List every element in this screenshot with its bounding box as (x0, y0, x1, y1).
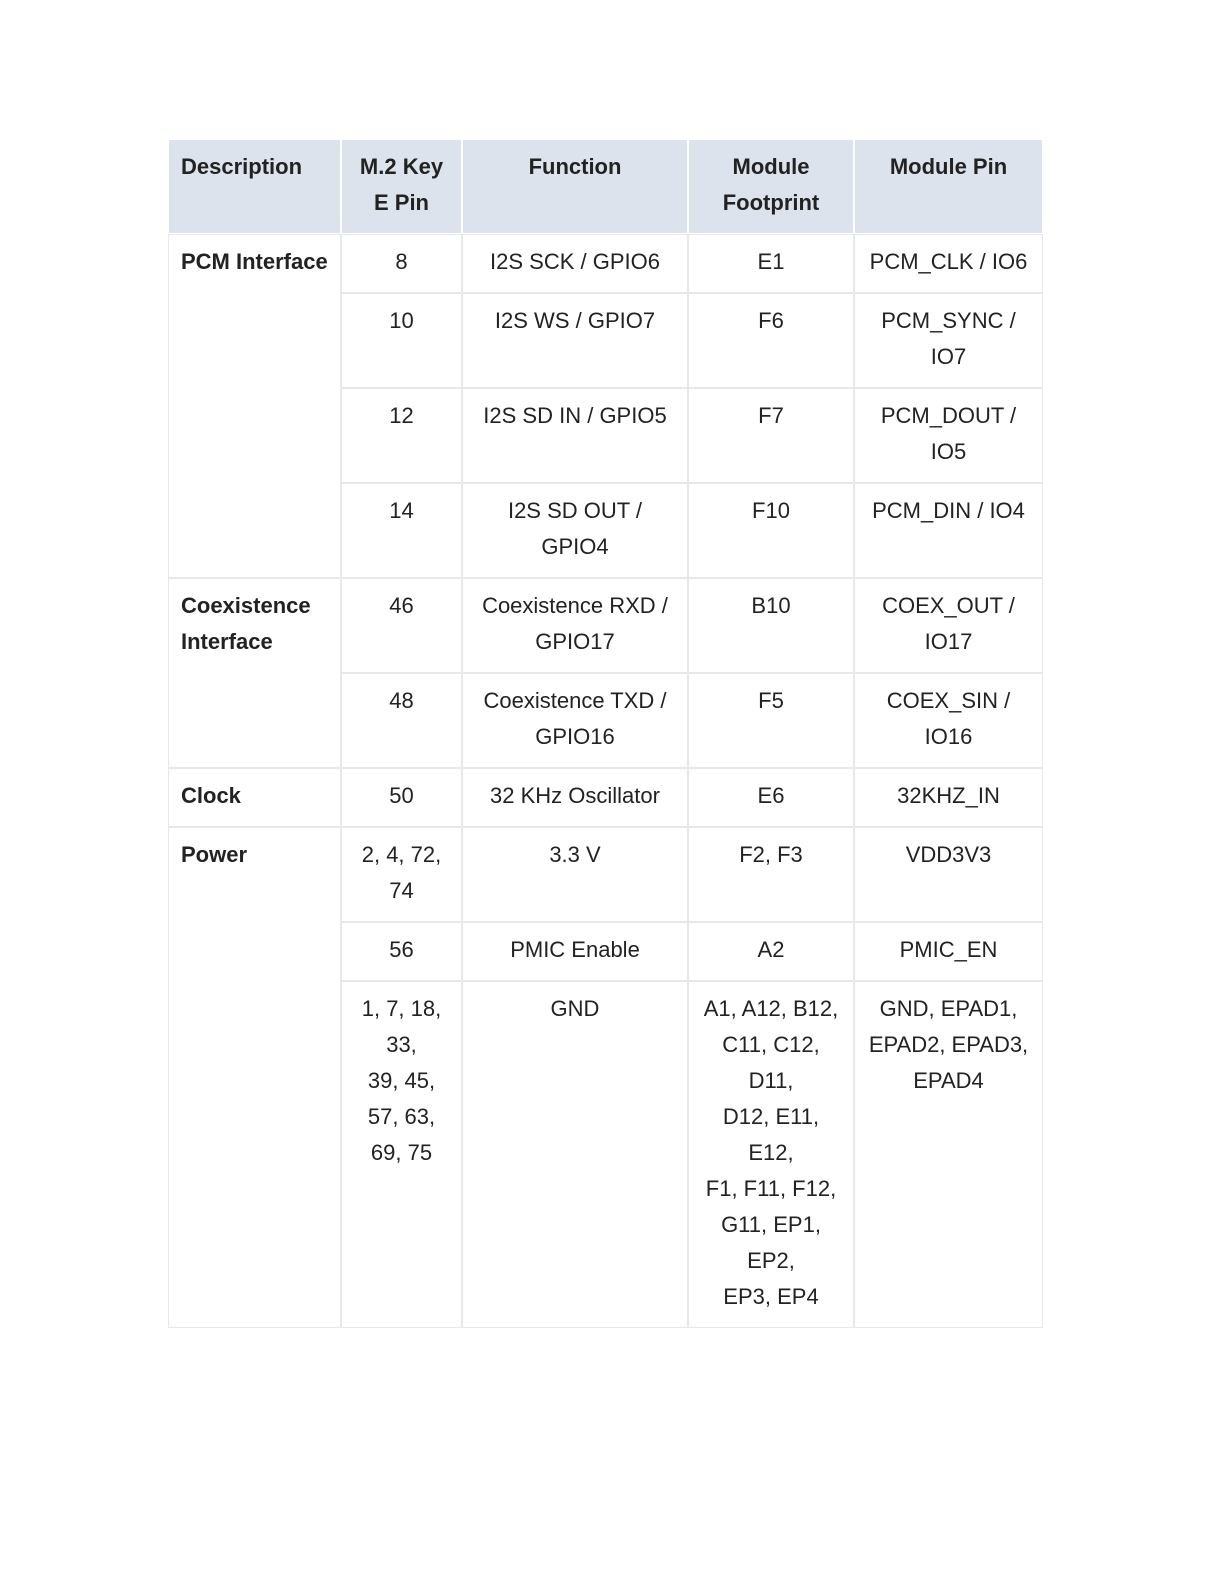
cell-pin: 2, 4, 72, 74 (342, 828, 461, 921)
cell-pin: 12 (342, 389, 461, 482)
cell-pin: 10 (342, 294, 461, 387)
cell-footprint: E6 (689, 769, 853, 826)
table-header (169, 140, 1042, 233)
cell-pin: 50 (342, 769, 461, 826)
cell-footprint: F2, F3 (689, 828, 853, 921)
cell-module-pin: PMIC_EN (855, 923, 1042, 980)
group-label-clock: Clock (169, 769, 340, 826)
cell-footprint: F5 (689, 674, 853, 767)
cell-module-pin: PCM_DOUT / IO5 (855, 389, 1042, 482)
group-label-coexistence: Coexistence Interface (169, 579, 340, 767)
table-row (169, 235, 1042, 292)
cell-function: I2S SCK / GPIO6 (463, 235, 687, 292)
cell-module-pin: VDD3V3 (855, 828, 1042, 921)
cell-module-pin: 32KHZ_IN (855, 769, 1042, 826)
cell-footprint-line: A1, A12, B12, C11, C12, D11, (703, 996, 839, 1093)
cell-pin: 48 (342, 674, 461, 767)
pin-mapping-table (167, 138, 1044, 1329)
header-m2-pin: M.2 Key E Pin (342, 140, 461, 233)
cell-pin: 14 (342, 484, 461, 577)
cell-footprint-line: EP3, EP4 (723, 1284, 819, 1309)
cell-function: 3.3 V (463, 828, 687, 921)
cell-pin-line: 1, 7, 18, 33, (361, 996, 442, 1057)
cell-footprint-line: F1, F11, F12, G11, EP1, EP2, (705, 1176, 837, 1273)
table-row (169, 769, 1042, 826)
cell-pin: 56 (342, 923, 461, 980)
header-module-pin: Module Pin (855, 140, 1042, 233)
header-module-footprint: Module Footprint (689, 140, 853, 233)
cell-function: 32 KHz Oscillator (463, 769, 687, 826)
cell-footprint: E1 (689, 235, 853, 292)
cell-footprint: A2 (689, 923, 853, 980)
group-label-power: Power (169, 828, 340, 1327)
cell-module-pin: COEX_SIN / IO16 (855, 674, 1042, 767)
cell-footprint: F10 (689, 484, 853, 577)
cell-function: I2S WS / GPIO7 (463, 294, 687, 387)
cell-footprint: F6 (689, 294, 853, 387)
table-row (169, 828, 1042, 921)
header-description: Description (169, 140, 340, 233)
cell-footprint-line: D12, E11, E12, (722, 1104, 820, 1165)
cell-function: PMIC Enable (463, 923, 687, 980)
header-row (169, 140, 1042, 233)
cell-module-pin: COEX_OUT / IO17 (855, 579, 1042, 672)
table-row (169, 579, 1042, 672)
cell-module-pin: PCM_SYNC / IO7 (855, 294, 1042, 387)
group-label-pcm: PCM Interface (169, 235, 340, 577)
cell-function: GND (463, 982, 687, 1327)
cell-module-pin: PCM_DIN / IO4 (855, 484, 1042, 577)
cell-pin: 8 (342, 235, 461, 292)
cell-function: I2S SD OUT / GPIO4 (463, 484, 687, 577)
cell-function: Coexistence RXD / GPIO17 (463, 579, 687, 672)
table-body (169, 235, 1042, 1327)
cell-footprint: B10 (689, 579, 853, 672)
cell-pin: 46 (342, 579, 461, 672)
header-function: Function (463, 140, 687, 233)
cell-pin (342, 982, 461, 1327)
cell-module-pin: GND, EPAD1, EPAD2, EPAD3, EPAD4 (855, 982, 1042, 1327)
cell-module-pin: PCM_CLK / IO6 (855, 235, 1042, 292)
cell-function: Coexistence TXD / GPIO16 (463, 674, 687, 767)
cell-function: I2S SD IN / GPIO5 (463, 389, 687, 482)
cell-footprint: F7 (689, 389, 853, 482)
cell-pin-line: 39, 45, 57, 63, 69, 75 (367, 1068, 436, 1165)
cell-footprint (689, 982, 853, 1327)
